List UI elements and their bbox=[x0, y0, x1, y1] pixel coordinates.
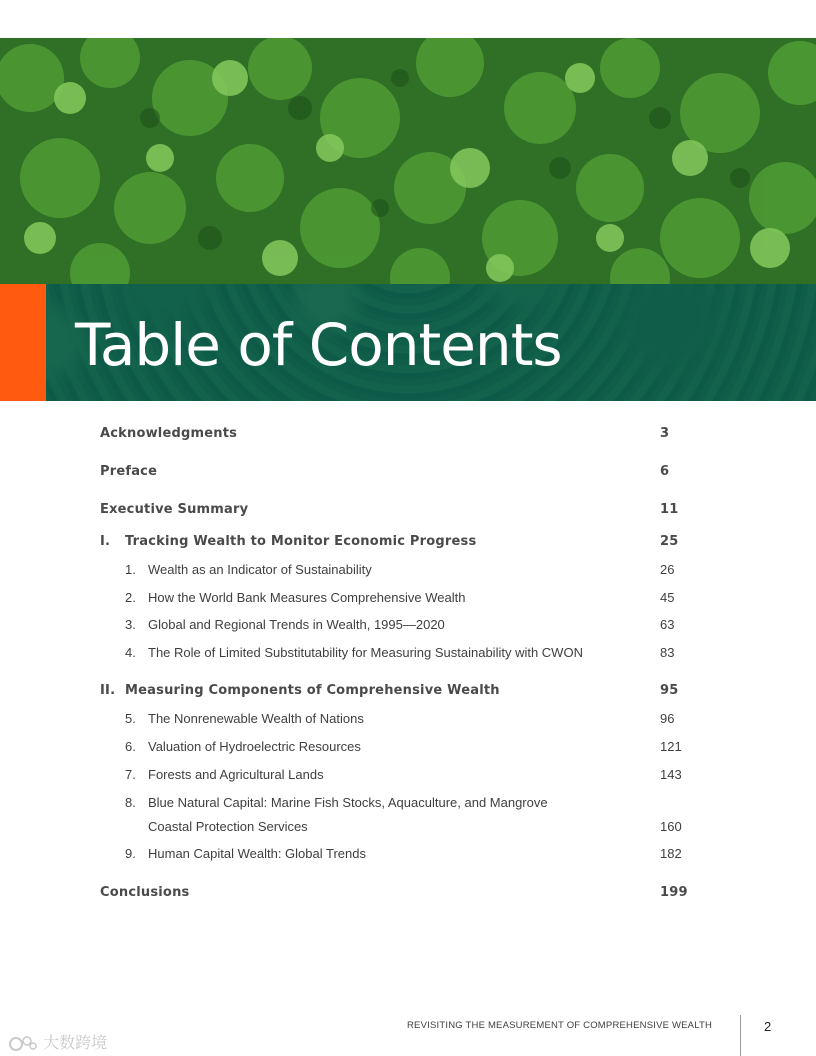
watermark-text: 大数跨境 bbox=[43, 1033, 108, 1052]
toc-entry-page: 45 bbox=[660, 590, 675, 605]
toc-chapter-6[interactable] bbox=[0, 736, 816, 758]
toc-entry-label: Executive Summary bbox=[100, 502, 249, 517]
toc-chapter-2[interactable] bbox=[0, 587, 816, 609]
toc-chapter-number: 9. bbox=[125, 846, 136, 861]
toc-part-one[interactable] bbox=[0, 531, 816, 553]
toc-entry-label: Blue Natural Capital: Marine Fish Stocks, Aquaculture, and Mangrove bbox=[148, 795, 548, 810]
toc-chapter-number: 4. bbox=[125, 645, 136, 660]
toc-entry-page: 3 bbox=[660, 426, 670, 441]
toc-entry-label: Preface bbox=[100, 464, 158, 479]
toc-entry-page: 96 bbox=[660, 711, 675, 726]
toc-entry-label: The Nonrenewable Wealth of Nations bbox=[148, 711, 364, 726]
toc-chapter-4[interactable] bbox=[0, 642, 816, 664]
running-title: REVISITING THE MEASUREMENT OF COMPREHENSIVE WEALTH bbox=[407, 1020, 713, 1031]
toc-entry-label: The Role of Limited Substitutability for Measuring Sustainability with CWON bbox=[148, 645, 583, 660]
toc-entry-page: 160 bbox=[660, 819, 682, 834]
watermark bbox=[8, 1030, 107, 1054]
page-number: 2 bbox=[764, 1019, 772, 1034]
toc-part-number: II. bbox=[100, 683, 116, 698]
toc-entry-page: 11 bbox=[660, 502, 679, 517]
toc-entry-acknowledgments[interactable] bbox=[0, 423, 816, 445]
toc-chapter-number: 6. bbox=[125, 739, 136, 754]
toc-entry-page: 199 bbox=[660, 885, 688, 900]
toc-entry-label: Coastal Protection Services bbox=[148, 819, 308, 834]
toc-entry-page: 83 bbox=[660, 645, 675, 660]
toc-entry-label: Valuation of Hydroelectric Resources bbox=[148, 739, 361, 754]
toc-chapter-7[interactable] bbox=[0, 764, 816, 786]
toc-entry-label: Tracking Wealth to Monitor Economic Progress bbox=[125, 534, 477, 549]
toc-chapter-9[interactable] bbox=[0, 843, 816, 865]
toc-entry-page: 63 bbox=[660, 617, 675, 632]
toc-chapter-8[interactable] bbox=[0, 792, 816, 814]
toc-entry-page: 143 bbox=[660, 767, 682, 782]
toc-entry-label: Conclusions bbox=[100, 885, 190, 900]
toc-entry-label: How the World Bank Measures Comprehensive Wealth bbox=[148, 590, 466, 605]
toc-chapter-number: 2. bbox=[125, 590, 136, 605]
toc-chapter-number: 1. bbox=[125, 562, 136, 577]
toc-entry-label: Forests and Agricultural Lands bbox=[148, 767, 324, 782]
toc-chapter-5[interactable] bbox=[0, 708, 816, 730]
toc-entry-label: Global and Regional Trends in Wealth, 1995—2020 bbox=[148, 617, 445, 632]
toc-entry-page: 6 bbox=[660, 464, 670, 479]
toc-chapter-8-continued[interactable] bbox=[0, 816, 816, 838]
toc-entry-page: 26 bbox=[660, 562, 675, 577]
toc-entry-page: 182 bbox=[660, 846, 682, 861]
toc-chapter-number: 7. bbox=[125, 767, 136, 782]
toc-entry-label: Acknowledgments bbox=[100, 426, 238, 441]
toc-chapter-number: 3. bbox=[125, 617, 136, 632]
page-title: Table of Contents bbox=[75, 311, 562, 379]
toc-part-two[interactable] bbox=[0, 680, 816, 702]
toc-entry-preface[interactable] bbox=[0, 461, 816, 483]
toc-chapter-number: 5. bbox=[125, 711, 136, 726]
toc-chapter-3[interactable] bbox=[0, 614, 816, 636]
watermark-logo-icon bbox=[8, 1034, 38, 1054]
toc-entry-label: Human Capital Wealth: Global Trends bbox=[148, 846, 366, 861]
toc-entry-conclusions[interactable] bbox=[0, 882, 816, 904]
toc-entry-page: 25 bbox=[660, 534, 679, 549]
toc-entry-label: Wealth as an Indicator of Sustainability bbox=[148, 562, 372, 577]
toc-entry-page: 95 bbox=[660, 683, 679, 698]
footer-divider bbox=[740, 1015, 741, 1056]
toc-entry-executive-summary[interactable] bbox=[0, 499, 816, 521]
toc-chapter-number: 8. bbox=[125, 795, 136, 810]
toc-entry-label: Measuring Components of Comprehensive Wealth bbox=[125, 683, 500, 698]
toc-entry-page: 121 bbox=[660, 739, 682, 754]
toc-part-number: I. bbox=[100, 534, 111, 549]
toc-chapter-1[interactable] bbox=[0, 559, 816, 581]
